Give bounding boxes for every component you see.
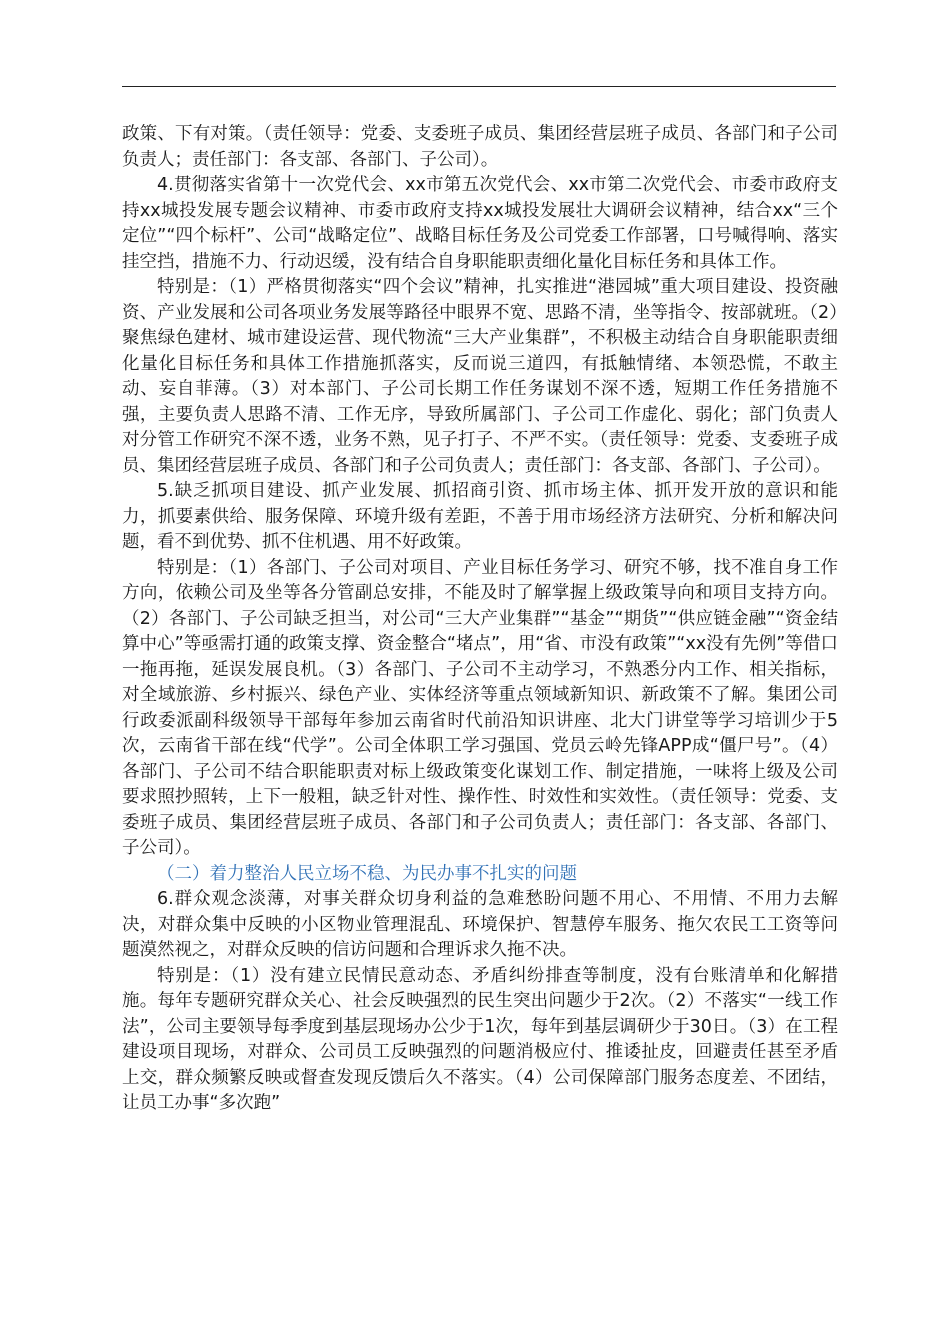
document-body <box>122 122 838 1117</box>
paragraph-item-4: 4.贯彻落实省第十一次党代会、xx市第五次党代会、xx市第二次党代会、市委市政府支持xx城投发展专题会议精神、市委市政府支持xx城投发展壮大调研会议精神，结合xx“三个定位”“四个标杆”、公司“战略定位”、战略目标任务及公司党委工作部署，口号喊得响、落实挂空挡，措施不力、行动迟缓，没有结合自身职能职责细化量化目标任务和具体工作。 <box>122 175 838 272</box>
paragraph-continuation: 政策、下有对策。（责任领导：党委、支委班子成员、集团经营层班子成员、各部门和子公司负责人；责任部门：各支部、各部门、子公司）。 <box>122 124 838 170</box>
paragraph-item-5: 5.缺乏抓项目建设、抓产业发展、抓招商引资、抓市场主体、抓开发开放的意识和能力，抓要素供给、服务保障、环境升级有差距，不善于用市场经济方法研究、分析和解决问题，看不到优势、抓不住机遇、用不好政策。 <box>122 481 838 552</box>
section-heading: （二）着力整治人民立场不稳、为民办事不扎实的问题 <box>157 863 577 884</box>
paragraph-item-6-details: 特别是：（1）没有建立民情民意动态、矛盾纠纷排查等制度，没有台账清单和化解措施。每年专题研究群众关心、社会反映强烈的民生突出问题少于2次。（2）不落实“一线工作法”，公司主要领导每季度到基层现场办公少于1次，每年到基层调研少于30日。（3）在工程建设项目现场，对群众、公司员工反映强烈的问题消极应付、推诿扯皮，回避责任甚至矛盾上交，群众频繁反映或督查发现反馈后久不落实。（4）公司保障部门服务态度差、不团结，让员工办事“多次跑” <box>122 965 838 1113</box>
header-rule <box>122 86 836 87</box>
paragraph-item-5-details: 特别是：（1）各部门、子公司对项目、产业目标任务学习、研究不够，找不准自身工作方向，依赖公司及坐等各分管副总安排，不能及时了解掌握上级政策导向和项目支持方向。（2）各部门、子公司缺乏担当，对公司“三大产业集群”“基金”“期货”“供应链金融”“资金结算中心”等亟需打通的政策支撑、资金整合“堵点”，用“省、市没有政策”“xx没有先例”等借口一拖再拖，延误发展良机。（3）各部门、子公司不主动学习，不熟悉分内工作、相关指标，对全域旅游、乡村振兴、绿色产业、实体经济等重点领域新知识、新政策不了解。集团公司行政委派副科级领导干部每年参加云南省时代前沿知识讲座、北大门讲堂等学习培训少于5次，云南省干部在线“代学”。公司全体职工学习强国、党员云岭先锋APP成“僵尸号”。（4）各部门、子公司不结合职能职责对标上级政策变化谋划工作、制定措施，一味将上级及公司要求照抄照转，上下一般粗，缺乏针对性、操作性、时效性和实效性。（责任领导：党委、支委班子成员、集团经营层班子成员、各部门和子公司负责人；责任部门：各支部、各部门、子公司）。 <box>122 557 838 858</box>
paragraph-item-4-details: 特别是：（1）严格贯彻落实“四个会议”精神，扎实推进“港园城”重大项目建设、投资融资、产业发展和公司各项业务发展等路径中眼界不宽、思路不清，坐等指令、按部就班。（2）聚焦绿色建材、城市建设运营、现代物流“三大产业集群”，不积极主动结合自身职能职责细化量化目标任务和具体工作措施抓落实，反而说三道四，有抵触情绪、本领恐慌，不敢主动、妄自菲薄。（3）对本部门、子公司长期工作任务谋划不深不透，短期工作任务措施不强，主要负责人思路不清、工作无序，导致所属部门、子公司工作虚化、弱化；部门负责人对分管工作研究不深不透，业务不熟，见子打子、不严不实。（责任领导：党委、支委班子成员、集团经营层班子成员、各部门和子公司负责人；责任部门：各支部、各部门、子公司）。 <box>122 277 838 476</box>
paragraph-item-6: 6.群众观念淡薄，对事关群众切身利益的急难愁盼问题不用心、不用情、不用力去解决，对群众集中反映的小区物业管理混乱、环境保护、智慧停车服务、拖欠农民工工资等问题漠然视之，对群众反映的信访问题和合理诉求久拖不决。 <box>122 889 838 960</box>
